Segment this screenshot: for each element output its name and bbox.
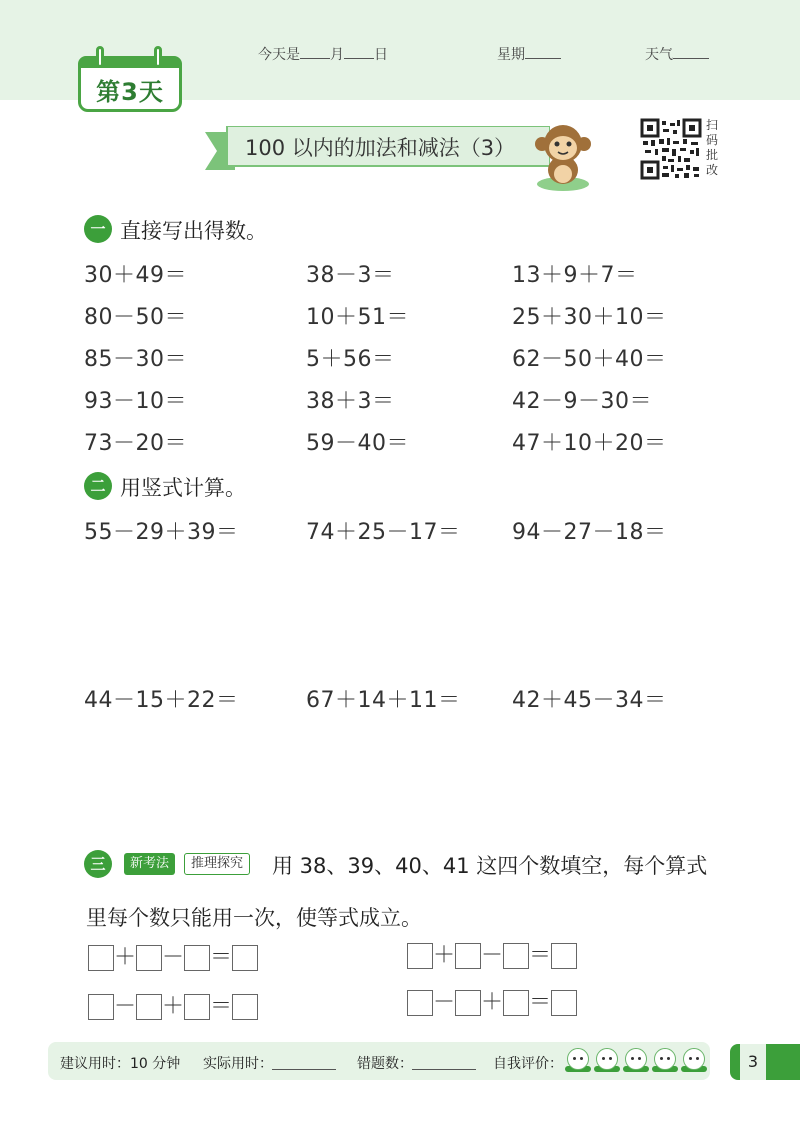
- problem-1-6: 38－3＝: [306, 263, 395, 288]
- error-count-blank[interactable]: [412, 1057, 476, 1070]
- answer-box[interactable]: [184, 945, 210, 971]
- section-1-number: 一: [84, 215, 112, 243]
- weather-field: 天气: [645, 44, 709, 64]
- actual-time-blank[interactable]: [272, 1057, 336, 1070]
- weekday-field: 星期: [497, 44, 561, 64]
- problem-2-3: 94－27－18＝: [512, 520, 667, 545]
- fill-equation-1: ＋ － ＝: [88, 945, 258, 971]
- fill-equation-4: － ＋ ＝: [407, 990, 577, 1016]
- problem-1-9: 38＋3＝: [306, 389, 395, 414]
- problem-2-1: 55－29＋39＝: [84, 520, 239, 545]
- answer-box[interactable]: [232, 994, 258, 1020]
- problem-2-4: 44－15＋22＝: [84, 688, 239, 713]
- rating-face-icon[interactable]: [654, 1048, 676, 1070]
- qr-code-icon: [640, 118, 702, 180]
- answer-box[interactable]: [503, 943, 529, 969]
- fill-equation-2: ＋ － ＝: [407, 943, 577, 969]
- page-title: 100 以内的加法和减法（3）: [245, 136, 516, 160]
- answer-box[interactable]: [551, 990, 577, 1016]
- suggested-time: 建议用时：10 分钟: [60, 1056, 181, 1072]
- problem-1-11: 13＋9＋7＝: [512, 263, 638, 288]
- answer-box[interactable]: [455, 943, 481, 969]
- problem-1-3: 85－30＝: [84, 347, 187, 372]
- problem-1-1: 30＋49＝: [84, 263, 187, 288]
- section-2-number: 二: [84, 472, 112, 500]
- rating-face-icon[interactable]: [683, 1048, 705, 1070]
- problem-1-15: 47＋10＋20＝: [512, 431, 667, 456]
- day-badge: [78, 40, 186, 114]
- problem-1-13: 62－50＋40＝: [512, 347, 667, 372]
- section-3-number: 三: [84, 850, 112, 878]
- answer-box[interactable]: [136, 945, 162, 971]
- answer-box[interactable]: [551, 943, 577, 969]
- section-3-instruction-line1: 用 38、39、40、41 这四个数填空，每个算式: [272, 854, 708, 878]
- date-field: 今天是 月 日: [258, 47, 388, 63]
- problem-1-5: 73－20＝: [84, 431, 187, 456]
- answer-box[interactable]: [136, 994, 162, 1020]
- problem-1-7: 10＋51＝: [306, 305, 409, 330]
- problem-1-8: 5＋56＝: [306, 347, 395, 372]
- problem-1-4: 93－10＝: [84, 389, 187, 414]
- reasoning-tag: 推理探究: [184, 853, 250, 875]
- answer-box[interactable]: [407, 943, 433, 969]
- problem-2-2: 74＋25－17＝: [306, 520, 461, 545]
- answer-box[interactable]: [184, 994, 210, 1020]
- rating-face-icon[interactable]: [567, 1048, 589, 1070]
- day-badge-label: 第3天: [96, 78, 164, 106]
- section-1-title: 直接写出得数。: [120, 219, 267, 243]
- qr-caption: 扫 码 批 改: [706, 118, 719, 177]
- error-count-label: 错题数：: [357, 1056, 413, 1072]
- answer-box[interactable]: [88, 945, 114, 971]
- problem-1-14: 42－9－30＝: [512, 389, 652, 414]
- answer-box[interactable]: [88, 994, 114, 1020]
- problem-1-2: 80－50＝: [84, 305, 187, 330]
- rating-face-icon[interactable]: [596, 1048, 618, 1070]
- self-eval-label: 自我评价：: [493, 1056, 563, 1072]
- fill-equation-3: － ＋ ＝: [88, 994, 258, 1020]
- monkey-mascot-icon: [528, 120, 598, 192]
- answer-box[interactable]: [503, 990, 529, 1016]
- rating-face-icon[interactable]: [625, 1048, 647, 1070]
- section-2-title: 用竖式计算。: [120, 476, 246, 500]
- page-number: 3: [740, 1044, 766, 1080]
- answer-box[interactable]: [455, 990, 481, 1016]
- answer-box[interactable]: [407, 990, 433, 1016]
- actual-time-label: 实际用时：: [203, 1056, 273, 1072]
- problem-1-10: 59－40＝: [306, 431, 409, 456]
- problem-2-5: 67＋14＋11＝: [306, 688, 461, 713]
- section-3-instruction-line2: 里每个数只能用一次，使等式成立。: [86, 906, 422, 930]
- problem-2-6: 42＋45－34＝: [512, 688, 667, 713]
- answer-box[interactable]: [232, 945, 258, 971]
- problem-1-12: 25＋30＋10＝: [512, 305, 667, 330]
- new-method-tag: 新考法: [124, 853, 175, 875]
